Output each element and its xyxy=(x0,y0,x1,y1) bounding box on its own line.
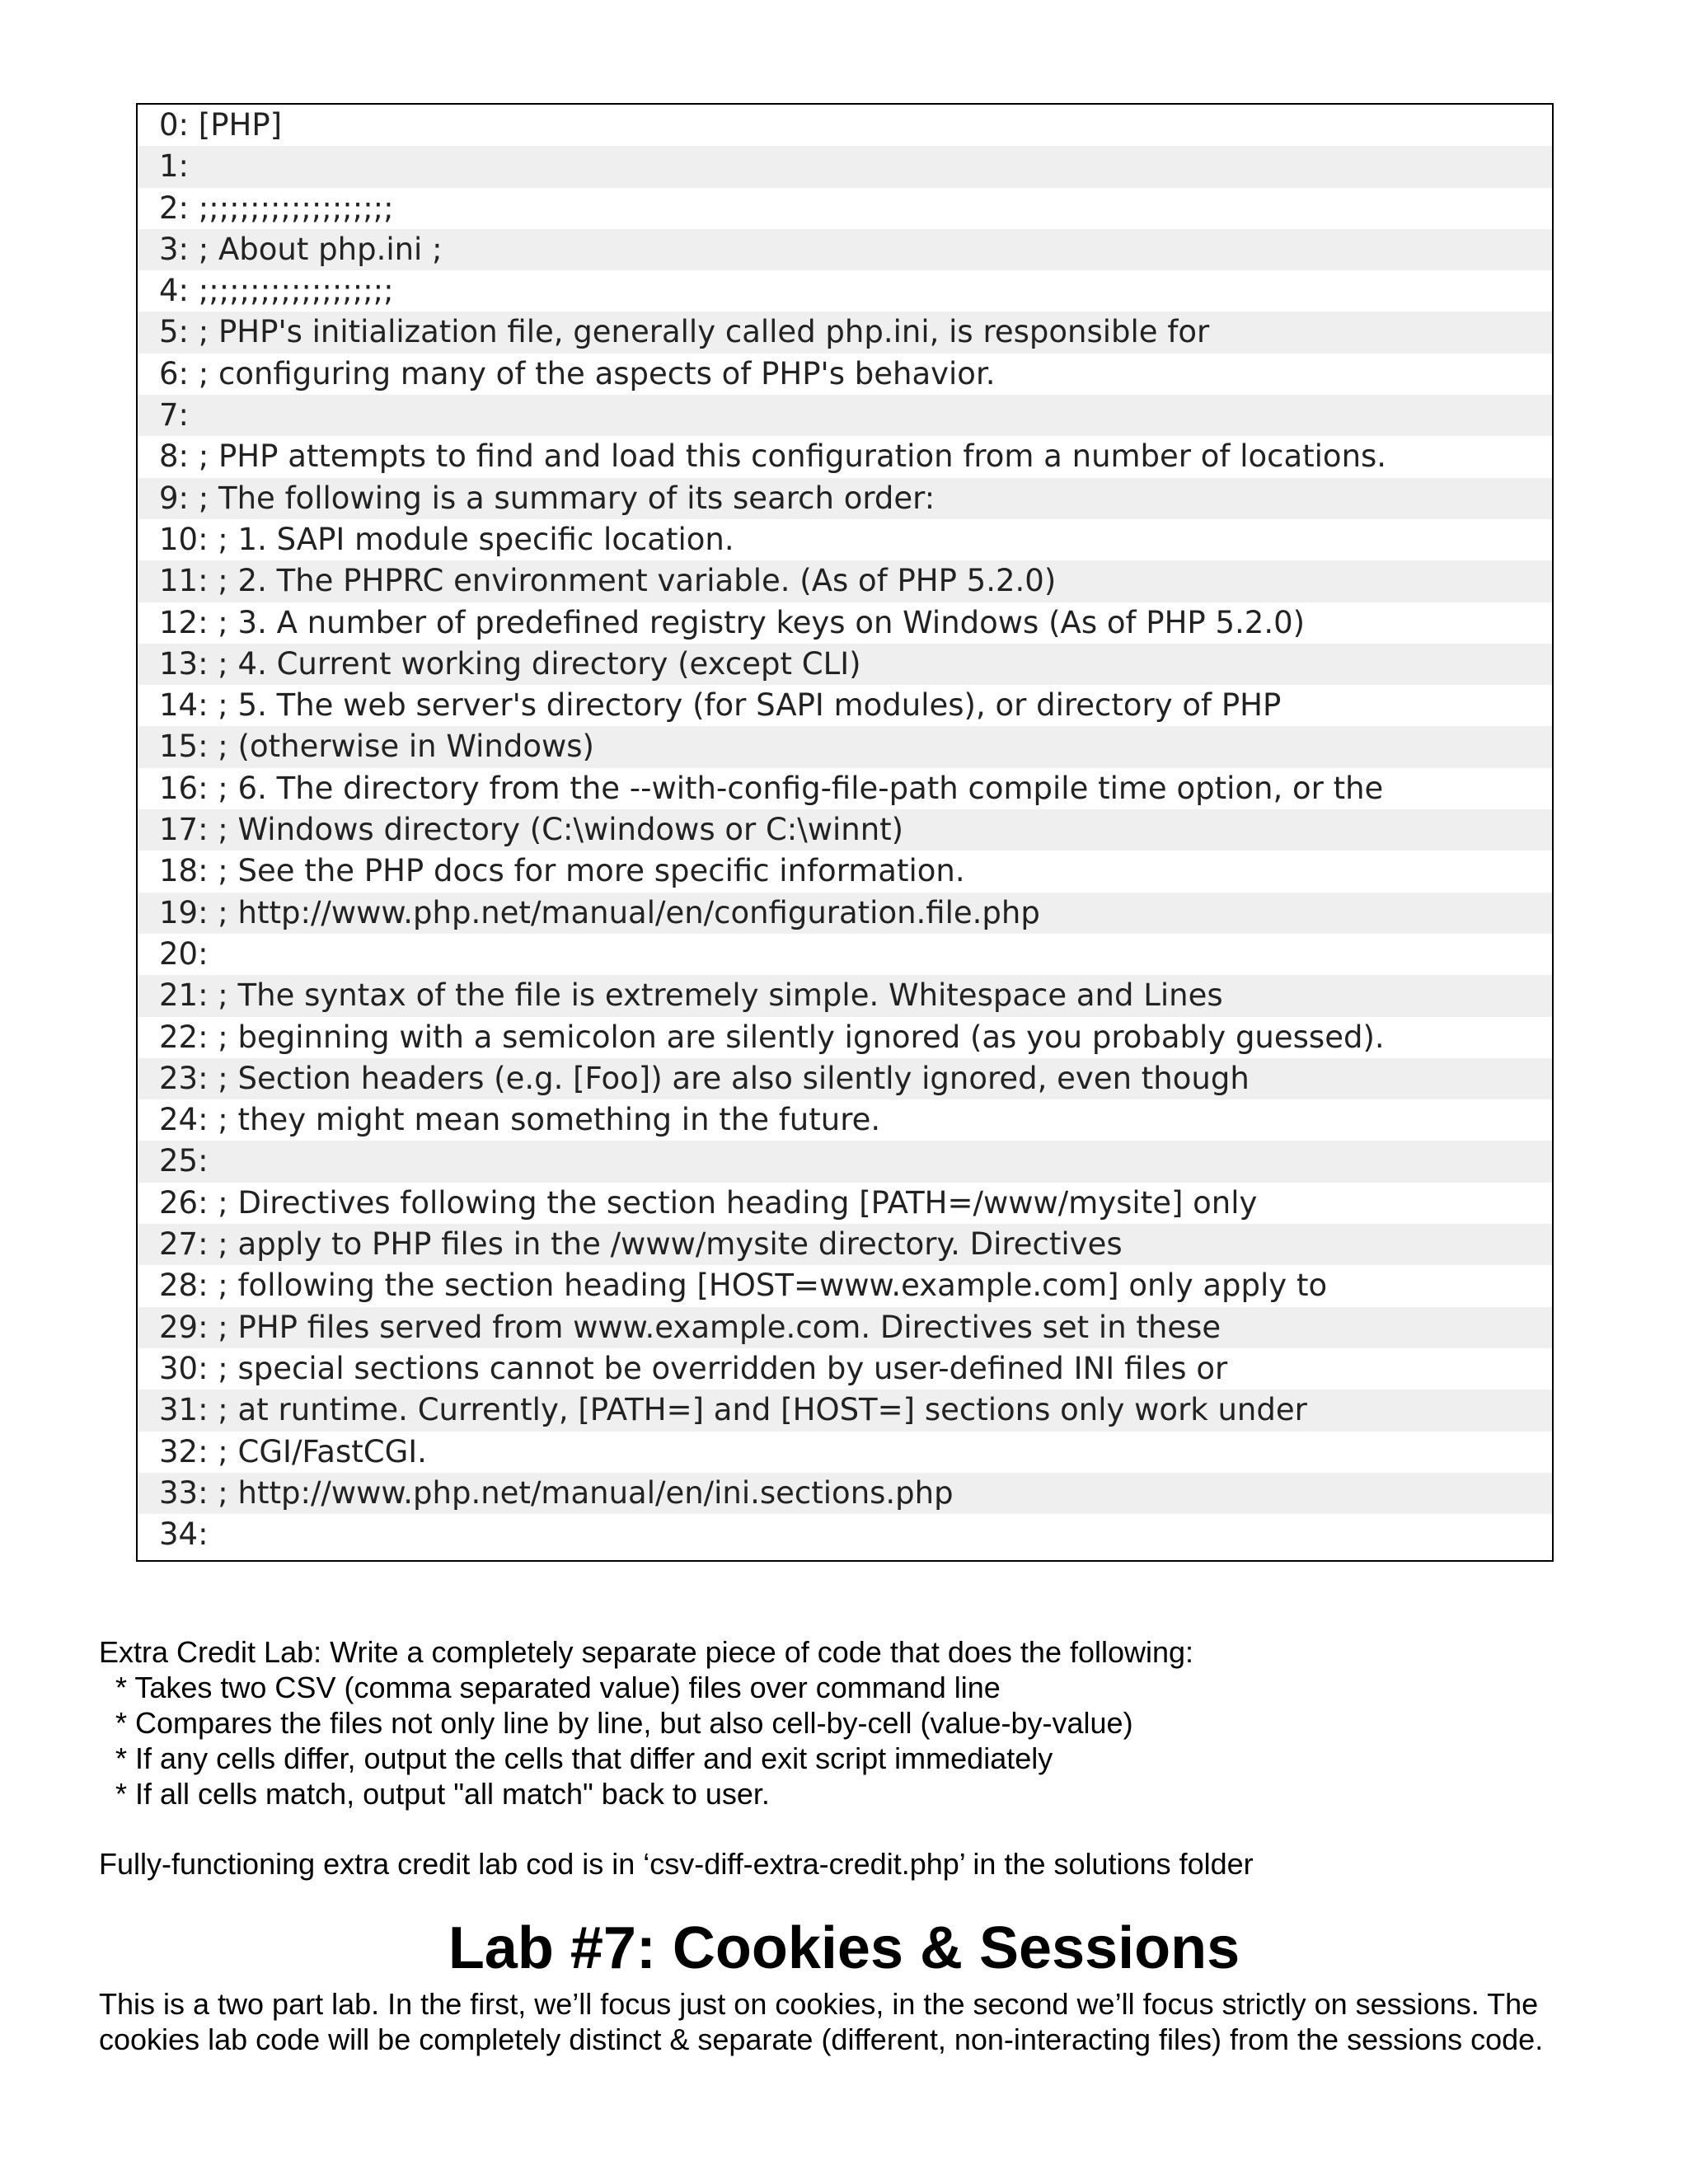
code-line-6: 6: ; configuring many of the aspects of PHP's behavior. xyxy=(159,355,996,391)
code-line-24: 24: ; they might mean something in the future. xyxy=(159,1102,881,1138)
extra-credit-item-3: * If any cells differ, output the cells that differ and exit script immediately xyxy=(99,1741,1053,1775)
extra-credit-item-1: * Takes two CSV (comma separated value) files over command line xyxy=(99,1671,1001,1704)
code-line-13: 13: ; 4. Current working directory (except CLI) xyxy=(138,644,1552,685)
code-line-17: 17: ; Windows directory (C:\windows or C:\winnt) xyxy=(138,809,1552,851)
code-line-26: 26: ; Directives following the section heading [PATH=/www/mysite] only xyxy=(159,1184,1258,1221)
code-line-18: 18: ; See the PHP docs for more specific information. xyxy=(159,853,965,889)
lab7-heading: Lab #7: Cookies & Sessions xyxy=(448,1915,1240,1981)
code-line-5: 5: ; PHP's initialization file, generally called php.ini, is responsible for xyxy=(138,312,1552,353)
lab7-intro-line-2: cookies lab code will be completely distinct & separate (different, non-interacting files) from the sessions code. xyxy=(99,2022,1544,2056)
code-line-34: 34: xyxy=(159,1516,209,1553)
code-line-11: 11: ; 2. The PHPRC environment variable. (As of PHP 5.2.0) xyxy=(138,560,1552,602)
code-line-22: 22: ; beginning with a semicolon are silently ignored (as you probably guessed). xyxy=(159,1019,1385,1055)
extra-credit-item-4: * If all cells match, output "all match" back to user. xyxy=(99,1777,770,1811)
code-line-10: 10: ; 1. SAPI module specific location. xyxy=(159,521,734,557)
code-line-14: 14: ; 5. The web server's directory (for SAPI modules), or directory of PHP xyxy=(159,687,1282,724)
code-line-15: 15: ; (otherwise in Windows) xyxy=(138,726,1552,767)
code-line-28: 28: ; following the section heading [HOST=www.example.com] only apply to xyxy=(159,1268,1328,1304)
extra-credit-intro: Extra Credit Lab: Write a completely separate piece of code that does the following: xyxy=(99,1635,1194,1669)
code-line-21: 21: ; The syntax of the file is extremely simple. Whitespace and Lines xyxy=(138,975,1552,1016)
code-line-19: 19: ; http://www.php.net/manual/en/configuration.file.php xyxy=(138,893,1552,934)
code-line-1: 1: xyxy=(138,146,1552,187)
code-line-27: 27: ; apply to PHP files in the /www/mysite directory. Directives xyxy=(138,1224,1552,1265)
code-line-7: 7: xyxy=(138,395,1552,436)
code-line-23: 23: ; Section headers (e.g. [Foo]) are also silently ignored, even though xyxy=(138,1058,1552,1099)
code-line-12: 12: ; 3. A number of predefined registry keys on Windows (As of PHP 5.2.0) xyxy=(159,604,1306,640)
code-line-8: 8: ; PHP attempts to find and load this configuration from a number of locations. xyxy=(159,438,1387,475)
code-line-20: 20: xyxy=(159,935,209,972)
code-line-32: 32: ; CGI/FastCGI. xyxy=(159,1433,427,1469)
extra-credit-item-2: * Compares the files not only line by line, but also cell-by-cell (value-by-value) xyxy=(99,1706,1133,1740)
lab7-intro-line-1: This is a two part lab. In the first, we’ll focus just on cookies, in the second we’ll focus strictly on sessions. The xyxy=(99,1987,1539,2021)
extra-credit-solution-note: Fully-functioning extra credit lab cod is in ‘csv-diff-extra-credit.php’ in the solutions folder xyxy=(99,1847,1254,1881)
code-line-30: 30: ; special sections cannot be overridden by user-defined INI files or xyxy=(159,1350,1228,1386)
code-line-3: 3: ; About php.ini ; xyxy=(138,229,1552,270)
code-line-9: 9: ; The following is a summary of its search order: xyxy=(138,478,1552,519)
code-line-4: 4: ;;;;;;;;;;;;;;;;;;; xyxy=(159,273,394,309)
code-line-0: 0: [PHP] xyxy=(159,107,283,143)
code-line-31: 31: ; at runtime. Currently, [PATH=] and [HOST=] sections only work under xyxy=(138,1390,1552,1431)
code-line-29: 29: ; PHP files served from www.example.com. Directives set in these xyxy=(138,1307,1552,1348)
code-line-33: 33: ; http://www.php.net/manual/en/ini.sections.php xyxy=(138,1473,1552,1514)
code-line-25: 25: xyxy=(138,1141,1552,1182)
code-line-16: 16: ; 6. The directory from the --with-config-file-path compile time option, or the xyxy=(159,770,1384,806)
code-line-2: 2: ;;;;;;;;;;;;;;;;;;; xyxy=(159,190,394,226)
php-ini-code-listing xyxy=(136,103,1554,1562)
